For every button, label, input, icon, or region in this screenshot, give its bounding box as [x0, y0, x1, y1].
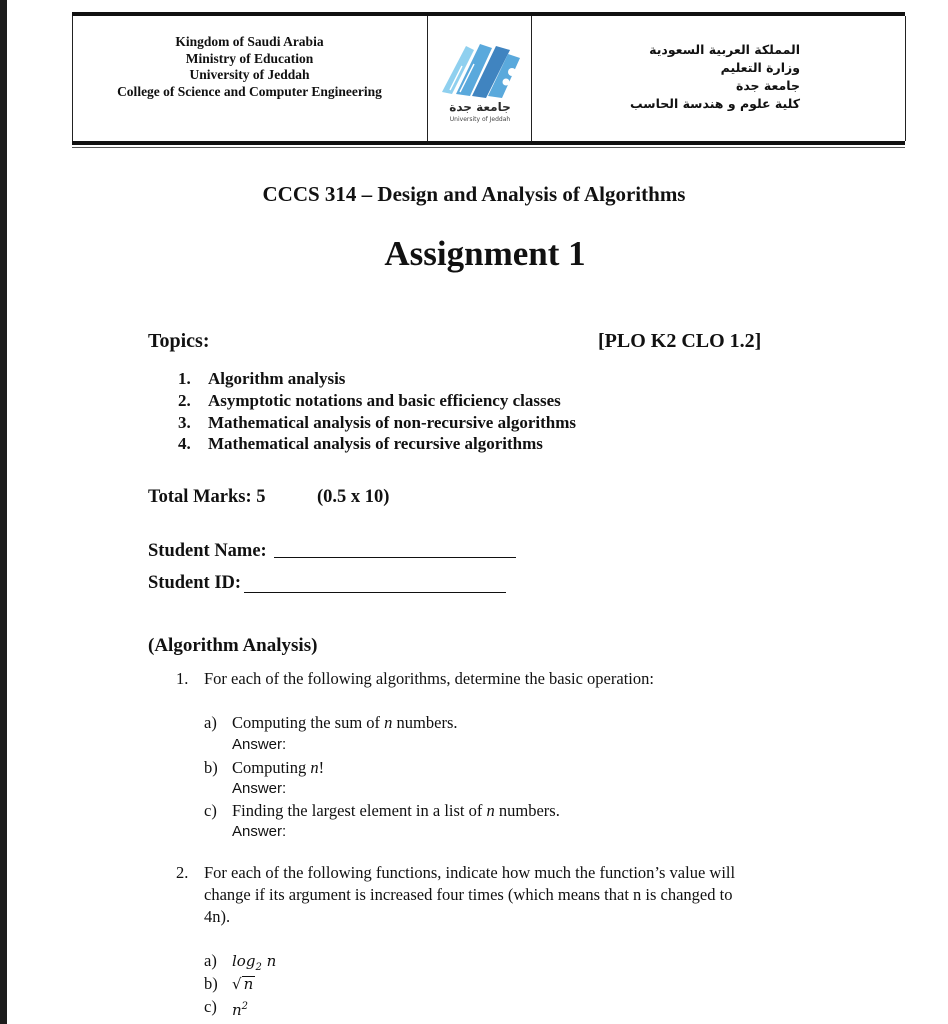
header-line: وزارة التعليم [720, 60, 800, 75]
topics-heading: Topics: [148, 330, 210, 352]
answer-label: Answer: [232, 823, 287, 840]
header-line: كلية علوم و هندسة الحاسب [630, 96, 800, 111]
list-item: 2. Asymptotic notations and basic efficiency classes [178, 390, 561, 410]
header-line: Ministry of Education [185, 50, 314, 66]
list-item: 1. Algorithm analysis [178, 369, 346, 388]
question-text: For each of the following algorithms, determine the basic operation: [204, 669, 654, 688]
answer-label: Answer: [232, 780, 287, 797]
answer-label: Answer: [232, 736, 287, 753]
question-text: For each of the following functions, indicate how much the function’s value will change if its argument is increased four times (which means that n is changed to 4n). [204, 863, 736, 926]
course-title: CCCS 314 – Design and Analysis of Algorithms [262, 182, 686, 206]
header-english-block [72, 34, 427, 100]
header-divider [427, 16, 428, 141]
marks-breakdown: (0.5 x 10) [317, 487, 390, 507]
section-heading: (Algorithm Analysis) [148, 635, 318, 656]
header-line: جامعة جدة [735, 78, 800, 93]
total-marks: Total Marks: 5 [148, 487, 266, 507]
logo-arabic-text: جامعة جدة [449, 100, 511, 114]
topics-list [178, 368, 576, 455]
student-name-label: Student Name: [148, 541, 267, 561]
assignment-title: Assignment 1 [384, 234, 586, 273]
list-item: 4. Mathematical analysis of recursive algorithms [178, 434, 543, 454]
header-line: University of Jeddah [189, 67, 310, 82]
logo-english-text: University of Jeddah [449, 116, 511, 123]
page-edge [0, 0, 7, 1024]
header-arabic-block [600, 41, 800, 113]
header-divider [905, 16, 906, 141]
header-divider [531, 16, 532, 141]
header-top-rule [72, 12, 905, 16]
header-bottom-thin-rule [72, 147, 905, 148]
student-name-field[interactable] [274, 557, 516, 558]
list-item: 3. Mathematical analysis of non-recursive algorithms [178, 412, 576, 432]
header-line: College of Science and Computer Engineering [117, 83, 382, 99]
header-bottom-rule [72, 141, 905, 145]
student-id-label: Student ID: [148, 573, 242, 593]
student-id-field[interactable] [244, 592, 506, 593]
plo-label: [PLO K2 CLO 1.2] [598, 330, 762, 352]
header-line: Kingdom of Saudi Arabia [175, 34, 324, 49]
header-line: المملكة العربية السعودية [649, 42, 800, 57]
